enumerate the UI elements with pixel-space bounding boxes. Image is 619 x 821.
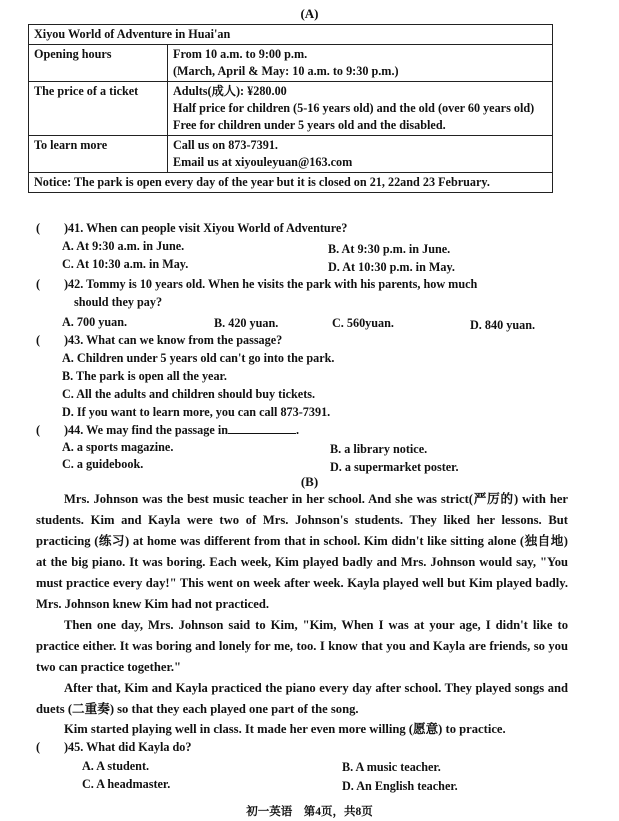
table-row: [29, 136, 553, 173]
row-content: [168, 136, 553, 173]
content-line: From 10 a.m. to 9:00 p.m.: [173, 47, 308, 61]
question-text: )44. We may find the passage in: [64, 423, 228, 437]
passage-paragraph: Then one day, Mrs. Johnson said to Kim, "Kim, When I was at your age, I didn't like to practice either. It was boring and lonely for me, too. I know that you and Kayla are friends, so you two can practice together.": [36, 618, 568, 674]
question-42: [36, 276, 596, 293]
question-44: [36, 421, 596, 439]
answer-blank[interactable]: [228, 421, 296, 434]
section-a-label: (A): [300, 6, 319, 21]
option-b: B. 420 yuan.: [214, 316, 279, 330]
question-text-continued: should they pay?: [74, 295, 163, 309]
option-c: C. A headmaster.: [82, 777, 171, 791]
table-row: [29, 45, 553, 82]
option-c: C. 560yuan.: [332, 316, 394, 330]
row-content: [168, 45, 553, 82]
answer-bracket: (: [36, 423, 41, 437]
row-label: Opening hours: [29, 45, 168, 82]
page-footer: 初一英语 第4页，共8页: [246, 806, 373, 818]
option-a: A. Children under 5 years old can't go into the park.: [62, 351, 335, 365]
option-c: C. At 10:30 a.m. in May.: [62, 257, 189, 271]
option-a: A. 700 yuan.: [62, 315, 128, 329]
question-text: )41. When can people visit Xiyou World of Adventure?: [64, 221, 348, 235]
option-b: B. The park is open all the year.: [62, 369, 227, 383]
option-b: B. At 9:30 p.m. in June.: [328, 242, 451, 256]
content-line: Half price for children (5-16 years old) and the old (over 60 years old): [173, 101, 535, 115]
info-table: [28, 24, 553, 193]
table-row: [29, 82, 553, 136]
passage-paragraph: Kim started playing well in class. It made her even more willing (愿意) to practice.: [64, 722, 506, 736]
question-43: [36, 332, 596, 349]
option-d: D. a supermarket poster.: [330, 460, 459, 474]
section-b-label: (B): [300, 474, 319, 489]
answer-bracket: (: [36, 740, 41, 754]
content-line: (March, April & May: 10 a.m. to 9:30 p.m.): [173, 64, 399, 78]
row-content: [168, 82, 553, 136]
option-d: D. If you want to learn more, you can call 873-7391.: [62, 405, 331, 419]
content-line: Email us at xiyouleyuan@163.com: [173, 155, 353, 169]
option-a: A. A student.: [82, 759, 150, 773]
option-c: C. a guidebook.: [62, 457, 144, 471]
row-label: To learn more: [29, 136, 168, 173]
passage-paragraph: After that, Kim and Kayla practiced the piano every day after school. They played songs and duets (二重奏) so that they each played one part of the song.: [36, 681, 568, 716]
question-text: )43. What can we know from the passage?: [64, 333, 283, 347]
option-a: A. At 9:30 a.m. in June.: [62, 239, 185, 253]
answer-bracket: (: [36, 333, 41, 347]
option-c: C. All the adults and children should buy tickets.: [62, 387, 316, 401]
option-a: A. a sports magazine.: [62, 440, 174, 454]
question-41: [36, 220, 596, 237]
answer-bracket: (: [36, 221, 41, 235]
content-line: Free for children under 5 years old and the disabled.: [173, 118, 446, 132]
table-notice: Notice: The park is open every day of the year but it is closed on 21, 22and 23 February.: [29, 173, 553, 193]
question-text: )42. Tommy is 10 years old. When he visits the park with his parents, how much: [64, 277, 478, 291]
option-d: D. 840 yuan.: [470, 318, 536, 332]
option-b: B. A music teacher.: [342, 760, 441, 774]
table-title: Xiyou World of Adventure in Huai'an: [29, 25, 553, 45]
row-label: The price of a ticket: [29, 82, 168, 136]
option-b: B. a library notice.: [330, 442, 428, 456]
content-line: Call us on 873-7391.: [173, 138, 278, 152]
answer-bracket: (: [36, 277, 41, 291]
question-text-end: .: [295, 423, 300, 437]
content-line: Adults(成人): ¥280.00: [173, 84, 287, 98]
passage-paragraph: Mrs. Johnson was the best music teacher in her school. And she was strict(严厉的) with her students. Kim and Kayla were two of Mrs. Johnson's students. They liked her lessons. But practicing (练习) at home was different from that in school. Kim didn't like sitting alone (独自地) at the big piano. It was boring. Each week, Kim played badly and Mrs. Johnson would say, "You must practice every day!" This went on week after week. Kayla played well but Kim played badly. Mrs. Johnson knew Kim had not practiced.: [36, 492, 568, 611]
option-d: D. At 10:30 p.m. in May.: [328, 260, 455, 274]
question-text: )45. What did Kayla do?: [64, 740, 192, 754]
question-45: [36, 739, 596, 756]
option-d: D. An English teacher.: [342, 779, 458, 793]
